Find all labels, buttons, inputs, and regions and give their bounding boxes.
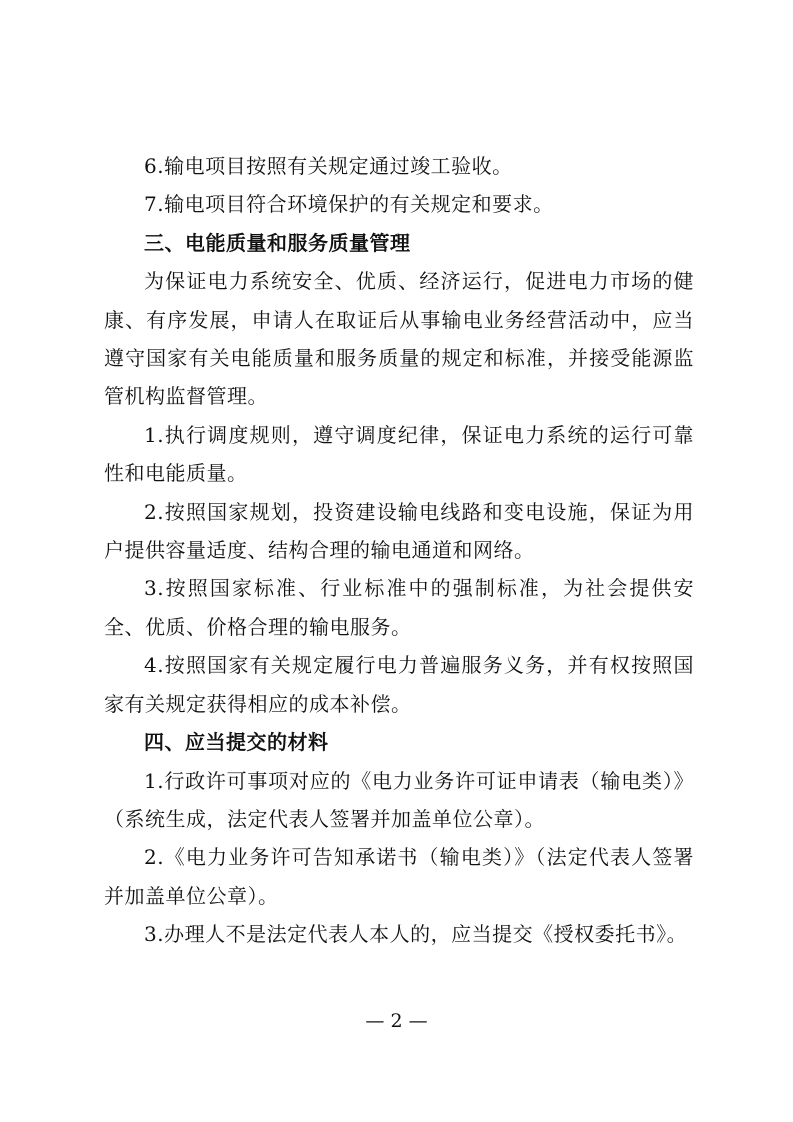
section4-item-2: 2.《电力业务许可告知承诺书（输电类）》（法定代表人签署并加盖单位公章）。 [104,845,694,908]
page-number: — 2 — [365,1010,428,1032]
document-body [104,147,694,954]
paragraph-item-6: 6.输电项目按照有关规定通过竣工验收。 [144,154,513,178]
section4-item-1: 1.行政许可事项对应的《电力业务许可证申请表（输电类）》（系统生成，法定代表人签署并加盖单位公章）。 [104,768,694,831]
section3-item-1: 1.执行调度规则，遵守调度纪律，保证电力系统的运行可靠性和电能质量。 [104,422,694,486]
section3-intro: 为保证电力系统安全、优质、经济运行，促进电力市场的健康、有序发展，申请人在取证后从事输电业务经营活动中，应当遵守国家有关电能质量和服务质量的规定和标准，并接受能源监管机构监督管理。 [104,269,694,409]
section-heading-3: 三、电能质量和服务质量管理 [144,230,411,255]
section4-item-3: 3.办理人不是法定代表人本人的，应当提交《授权委托书》。 [144,922,688,947]
section3-item-2: 2.按照国家规划，投资建设输电线路和变电设施，保证为用户提供容量适度、结构合理的输电通道和网络。 [104,499,694,563]
paragraph-item-7: 7.输电项目符合环境保护的有关规定和要求。 [144,192,554,217]
section-heading-4: 四、应当提交的材料 [144,730,329,755]
section3-item-4: 4.按照国家有关规定履行电力普遍服务义务，并有权按照国家有关规定获得相应的成本补偿。 [104,653,694,716]
section3-item-3: 3.按照国家标准、行业标准中的强制标准，为社会提供安全、优质、价格合理的输电服务。 [104,576,694,639]
